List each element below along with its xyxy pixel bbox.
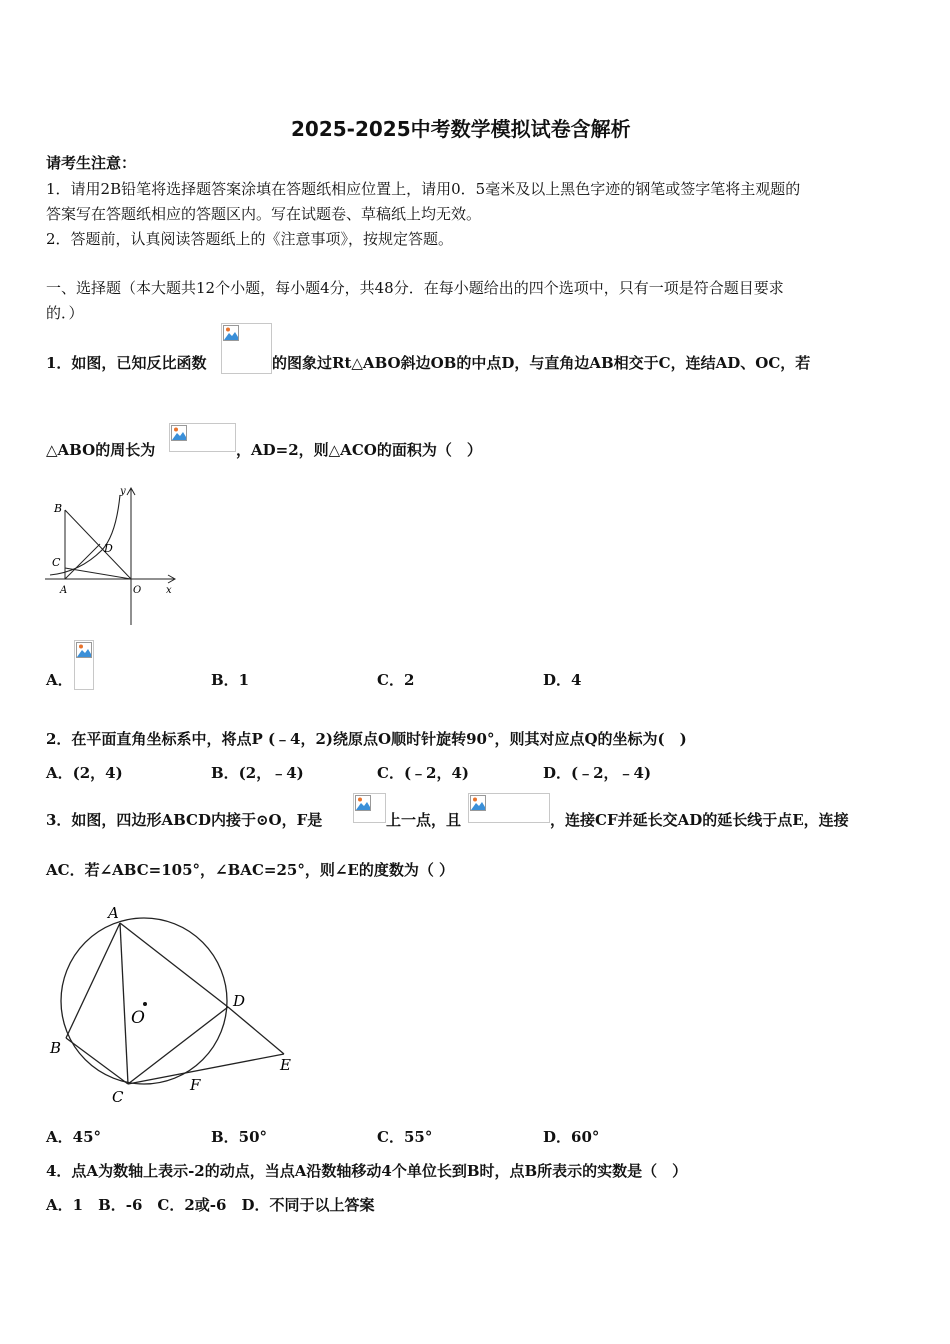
notice-heading: 请考生注意： [46,154,137,172]
q3-option-b: B．50° [211,1128,268,1146]
segment-BC [66,1038,128,1084]
q1-option-a: A． [46,671,73,689]
notice-line-3: 2．答题前，认真阅读答题纸上的《注意事项》，按规定答题。 [46,230,454,248]
q3-text-b: 上一点，且 [386,811,462,829]
label-C: C [112,1088,124,1106]
q1-text-d: ，AD=2，则△ACO的面积为（ ） [236,441,482,459]
segment-AC [120,923,128,1084]
segment-CE [128,1054,284,1084]
label-O: O [133,585,142,596]
q1-text-c: △ABO的周长为 [46,441,156,459]
label-C: C [52,556,61,569]
q1-text-b: 的图象过Rt△ABO斜边OB的中点D，与直角边AB相交于C，连结AD、OC，若 [272,354,811,372]
q1-formula-image [221,323,272,374]
segment-OC [65,568,131,579]
section-heading-cont: 的．） [46,304,84,322]
segment-AB [66,923,120,1038]
notice-line-2: 答案写在答题纸相应的答题区内。写在试题卷、草稿纸上均无效。 [46,205,482,223]
label-x: x [166,585,172,596]
label-F: F [190,1076,201,1094]
label-y: y [120,486,126,497]
q1-option-c: C．2 [377,671,415,689]
circle-O [61,918,227,1084]
q3-text-line2: AC．若∠ABC=105°，∠BAC=25°，则∠E的度数为（ ） [46,861,455,879]
q2-text: 2．在平面直角坐标系中，将点P (﹣4，2)绕原点O顺时针旋转90°，则其对应点Q的坐标为( ) [46,730,687,748]
label-A: A [108,904,119,922]
broken-image-icon [76,642,92,658]
label-D: D [233,992,246,1010]
broken-image-icon [171,425,187,441]
q4-text: 4．点A为数轴上表示-2的动点，当点A沿数轴移动4个单位长到B时，点B所表示的实数是（ ） [46,1162,688,1180]
q2-option-d: D．(﹣2，﹣4) [543,764,652,782]
segment-DE [228,1007,284,1054]
segment-AD [120,923,228,1007]
q4-options: A．1 B．-6 C．2或-6 D．不同于以上答案 [46,1196,375,1214]
center-point [143,1002,147,1006]
q1-text-a: 1．如图，已知反比函数 [46,354,207,372]
q3-text-c: ，连接CF并延长交AD的延长线于点E，连接 [550,811,849,829]
broken-image-icon [223,325,239,341]
notice-line-1: 1．请用2B铅笔将选择题答案涂填在答题纸相应位置上，请用0．5毫米及以上黑色字迹的钢笔或签字笔将主观题的 [46,180,801,198]
q3-option-a: A．45° [46,1128,102,1146]
q1-option-d: D．4 [543,671,582,689]
page-title: 2025-2025中考数学模拟试卷含解析 [291,117,631,141]
label-B: B [54,502,63,515]
broken-image-icon [470,795,486,811]
q1-option-b: B．1 [211,671,250,689]
section-heading: 一、选择题（本大题共12个小题，每小题4分，共48分．在每小题给出的四个选项中，只有一项是符合题目要求 [46,279,784,297]
label-D: D [104,542,113,555]
q2-option-a: A．(2，4) [46,764,123,782]
q3-figure [44,898,304,1110]
q1-option-a-image [74,640,94,690]
q3-text-a: 3．如图，四边形ABCD内接于⊙O，F是 [46,811,323,829]
q3-arc-image [353,793,386,823]
label-E: E [280,1056,291,1074]
label-A: A [60,585,68,596]
q1-perimeter-image [169,423,236,452]
q1-figure [40,480,185,630]
q3-option-d: D．60° [543,1128,600,1146]
q2-option-b: B．(2，﹣4) [211,764,304,782]
q3-option-c: C．55° [377,1128,433,1146]
label-B: B [50,1039,62,1057]
broken-image-icon [355,795,371,811]
segment-AD [65,544,100,579]
q3-condition-image [468,793,550,823]
q2-option-c: C．(﹣2，4) [377,764,470,782]
label-O: O [131,1008,145,1028]
